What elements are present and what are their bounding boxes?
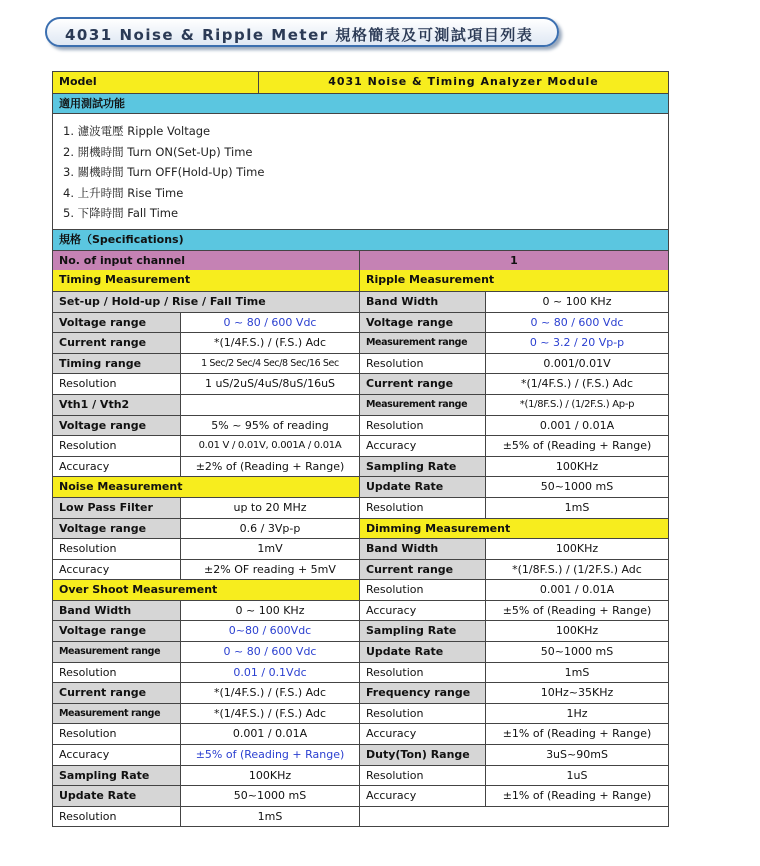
spec-value: *(1/8F.S.) / (1/2F.S.) Ap-p <box>486 395 668 415</box>
spec-value: 0.001 / 0.01A <box>486 416 668 436</box>
table-row <box>53 332 668 353</box>
spec-label: Accuracy <box>53 745 181 765</box>
spec-label: Voltage range <box>53 416 181 436</box>
spec-value: ±5% of (Reading + Range) <box>486 436 668 456</box>
section-heading: Dimming Measurement <box>360 519 668 539</box>
spec-label: Low Pass Filter <box>53 498 181 518</box>
spec-label: Resolution <box>53 539 181 559</box>
functions-list <box>53 113 668 229</box>
spec-label: Measurement range <box>53 642 181 662</box>
spec-value: 100KHz <box>486 621 668 641</box>
spec-label: Voltage range <box>360 313 486 333</box>
table-row <box>53 353 668 374</box>
spec-value: 0 ~ 100 KHz <box>181 601 360 621</box>
section-heading: Ripple Measurement <box>360 270 668 291</box>
spec-label: Accuracy <box>360 724 486 744</box>
spec-label: Accuracy <box>53 560 181 580</box>
spec-value: 1Hz <box>486 704 668 724</box>
table-row <box>53 744 668 765</box>
spec-rows <box>53 270 668 826</box>
table-row <box>53 723 668 744</box>
spec-value: ±2% OF reading + 5mV <box>181 560 360 580</box>
spec-value: 0 ~ 80 / 600 Vdc <box>181 642 360 662</box>
spec-value: *(1/4F.S.) / (F.S.) Adc <box>181 683 360 703</box>
spec-label: Current range <box>53 683 181 703</box>
spec-value: 0.01 / 0.1Vdc <box>181 663 360 683</box>
spec-value: 0 ~ 100 KHz <box>486 292 668 312</box>
spec-value: 50~1000 mS <box>486 642 668 662</box>
table-row <box>53 559 668 580</box>
spec-value: *(1/8F.S.) / (1/2F.S.) Adc <box>486 560 668 580</box>
channel-row <box>53 250 668 271</box>
spec-value: 0.001 / 0.01A <box>486 580 668 600</box>
table-row <box>53 785 668 806</box>
spec-value: ±5% of (Reading + Range) <box>181 745 360 765</box>
spec-label: Accuracy <box>360 436 486 456</box>
section-heading: Noise Measurement <box>53 477 360 497</box>
table-row <box>53 312 668 333</box>
spec-value: 0.6 / 3Vp-p <box>181 519 360 539</box>
spec-value: 1 Sec/2 Sec/4 Sec/8 Sec/16 Sec <box>181 354 360 374</box>
spec-label: Band Width <box>53 601 181 621</box>
spec-value: 0 ~ 3.2 / 20 Vp-p <box>486 333 668 353</box>
functions-title: 適用測試功能 <box>53 94 668 114</box>
table-row <box>53 662 668 683</box>
spec-value: 1mS <box>181 807 360 827</box>
spec-label: Resolution <box>360 663 486 683</box>
spec-value: ±1% of (Reading + Range) <box>486 724 668 744</box>
spec-sheet <box>52 71 669 827</box>
spec-value: 5% ~ 95% of reading <box>181 416 360 436</box>
spec-label: Current range <box>360 560 486 580</box>
spec-value: ±2% of (Reading + Range) <box>181 457 360 477</box>
spec-label: Voltage range <box>53 313 181 333</box>
table-row <box>53 806 668 827</box>
function-item: 4. 上升時間 Rise Time <box>63 185 184 200</box>
spec-label: Resolution <box>360 354 486 374</box>
spec-value: 10Hz~35KHz <box>486 683 668 703</box>
spec-value: 0 ~ 80 / 600 Vdc <box>181 313 360 333</box>
table-row <box>53 373 668 394</box>
spec-label: Update Rate <box>53 786 181 806</box>
title-banner <box>45 17 559 47</box>
table-row <box>53 435 668 456</box>
spec-value: *(1/4F.S.) / (F.S.) Adc <box>181 704 360 724</box>
channel-label: No. of input channel <box>53 251 360 271</box>
model-row <box>53 72 668 93</box>
empty-cell <box>360 807 668 827</box>
spec-label: Measurement range <box>360 395 486 415</box>
spec-label: Band Width <box>360 539 486 559</box>
spec-label: Current range <box>360 374 486 394</box>
spec-value: *(1/4F.S.) / (F.S.) Adc <box>486 374 668 394</box>
functions-header-row <box>53 93 668 114</box>
model-label: Model <box>53 72 259 93</box>
spec-value: 0~80 / 600Vdc <box>181 621 360 641</box>
spec-label: Measurement range <box>53 704 181 724</box>
spec-label: Resolution <box>360 580 486 600</box>
spec-label: Resolution <box>53 663 181 683</box>
table-row <box>53 518 668 539</box>
spec-value: 50~1000 mS <box>181 786 360 806</box>
table-row <box>53 456 668 477</box>
spec-value: 0.001 / 0.01A <box>181 724 360 744</box>
spec-label: Update Rate <box>360 477 486 497</box>
table-row <box>53 641 668 662</box>
table-row <box>53 620 668 641</box>
spec-value: 3uS~90mS <box>486 745 668 765</box>
spec-label: Sampling Rate <box>360 457 486 477</box>
spec-value <box>181 395 360 415</box>
table-row <box>53 415 668 436</box>
page-title: 4031 Noise & Ripple Meter 規格簡表及可測試項目列表 <box>65 26 534 44</box>
table-row <box>53 270 668 291</box>
spec-value: ±5% of (Reading + Range) <box>486 601 668 621</box>
spec-label: Current range <box>53 333 181 353</box>
function-item: 1. 濾波電壓 Ripple Voltage <box>63 124 211 139</box>
table-row <box>53 394 668 415</box>
spec-value: 1mV <box>181 539 360 559</box>
spec-label: Resolution <box>53 374 181 394</box>
spec-label: Timing range <box>53 354 181 374</box>
spec-value: 0.001/0.01V <box>486 354 668 374</box>
table-row <box>53 703 668 724</box>
table-row <box>53 765 668 786</box>
spec-value: 50~1000 mS <box>486 477 668 497</box>
spec-label: Measurement range <box>360 333 486 353</box>
table-row <box>53 291 668 312</box>
spec-value: ±1% of (Reading + Range) <box>486 786 668 806</box>
spec-label: Voltage range <box>53 519 181 539</box>
spec-value: 100KHz <box>486 539 668 559</box>
spec-label: Resolution <box>53 724 181 744</box>
spec-label: Update Rate <box>360 642 486 662</box>
spec-label: Resolution <box>360 766 486 786</box>
table-row <box>53 579 668 600</box>
spec-label: Resolution <box>360 498 486 518</box>
section-heading: Set-up / Hold-up / Rise / Fall Time <box>53 292 360 312</box>
section-heading: Over Shoot Measurement <box>53 580 360 600</box>
table-row <box>53 600 668 621</box>
spec-label: Sampling Rate <box>360 621 486 641</box>
table-row <box>53 538 668 559</box>
model-value: 4031 Noise & Timing Analyzer Module <box>259 72 668 93</box>
spec-value: 100KHz <box>486 457 668 477</box>
spec-value: *(1/4F.S.) / (F.S.) Adc <box>181 333 360 353</box>
spec-label: Band Width <box>360 292 486 312</box>
spec-value: 1 uS/2uS/4uS/8uS/16uS <box>181 374 360 394</box>
spec-label: Resolution <box>360 416 486 436</box>
spec-value: up to 20 MHz <box>181 498 360 518</box>
spec-value: 1mS <box>486 663 668 683</box>
spec-label: Sampling Rate <box>53 766 181 786</box>
spec-label: Voltage range <box>53 621 181 641</box>
spec-label: Duty(Ton) Range <box>360 745 486 765</box>
spec-label: Vth1 / Vth2 <box>53 395 181 415</box>
table-row <box>53 682 668 703</box>
spec-label: Resolution <box>53 807 181 827</box>
table-row <box>53 497 668 518</box>
table-row <box>53 476 668 497</box>
spec-label: Resolution <box>53 436 181 456</box>
function-item: 3. 關機時間 Turn OFF(Hold-Up) Time <box>63 165 265 180</box>
spec-label: Accuracy <box>360 601 486 621</box>
spec-value: 100KHz <box>181 766 360 786</box>
spec-label: Accuracy <box>53 457 181 477</box>
spec-label: Frequency range <box>360 683 486 703</box>
spec-value: 1mS <box>486 498 668 518</box>
specs-header-row <box>53 229 668 250</box>
section-heading: Timing Measurement <box>53 270 360 291</box>
spec-label: Resolution <box>360 704 486 724</box>
function-item: 5. 下降時間 Fall Time <box>63 206 179 221</box>
channel-value: 1 <box>360 251 668 271</box>
specs-title: 規格（Specifications) <box>53 230 668 250</box>
spec-label: Accuracy <box>360 786 486 806</box>
spec-value: 0 ~ 80 / 600 Vdc <box>486 313 668 333</box>
spec-value: 1uS <box>486 766 668 786</box>
function-item: 2. 開機時間 Turn ON(Set-Up) Time <box>63 144 253 159</box>
spec-value: 0.01 V / 0.01V, 0.001A / 0.01A <box>181 436 360 456</box>
